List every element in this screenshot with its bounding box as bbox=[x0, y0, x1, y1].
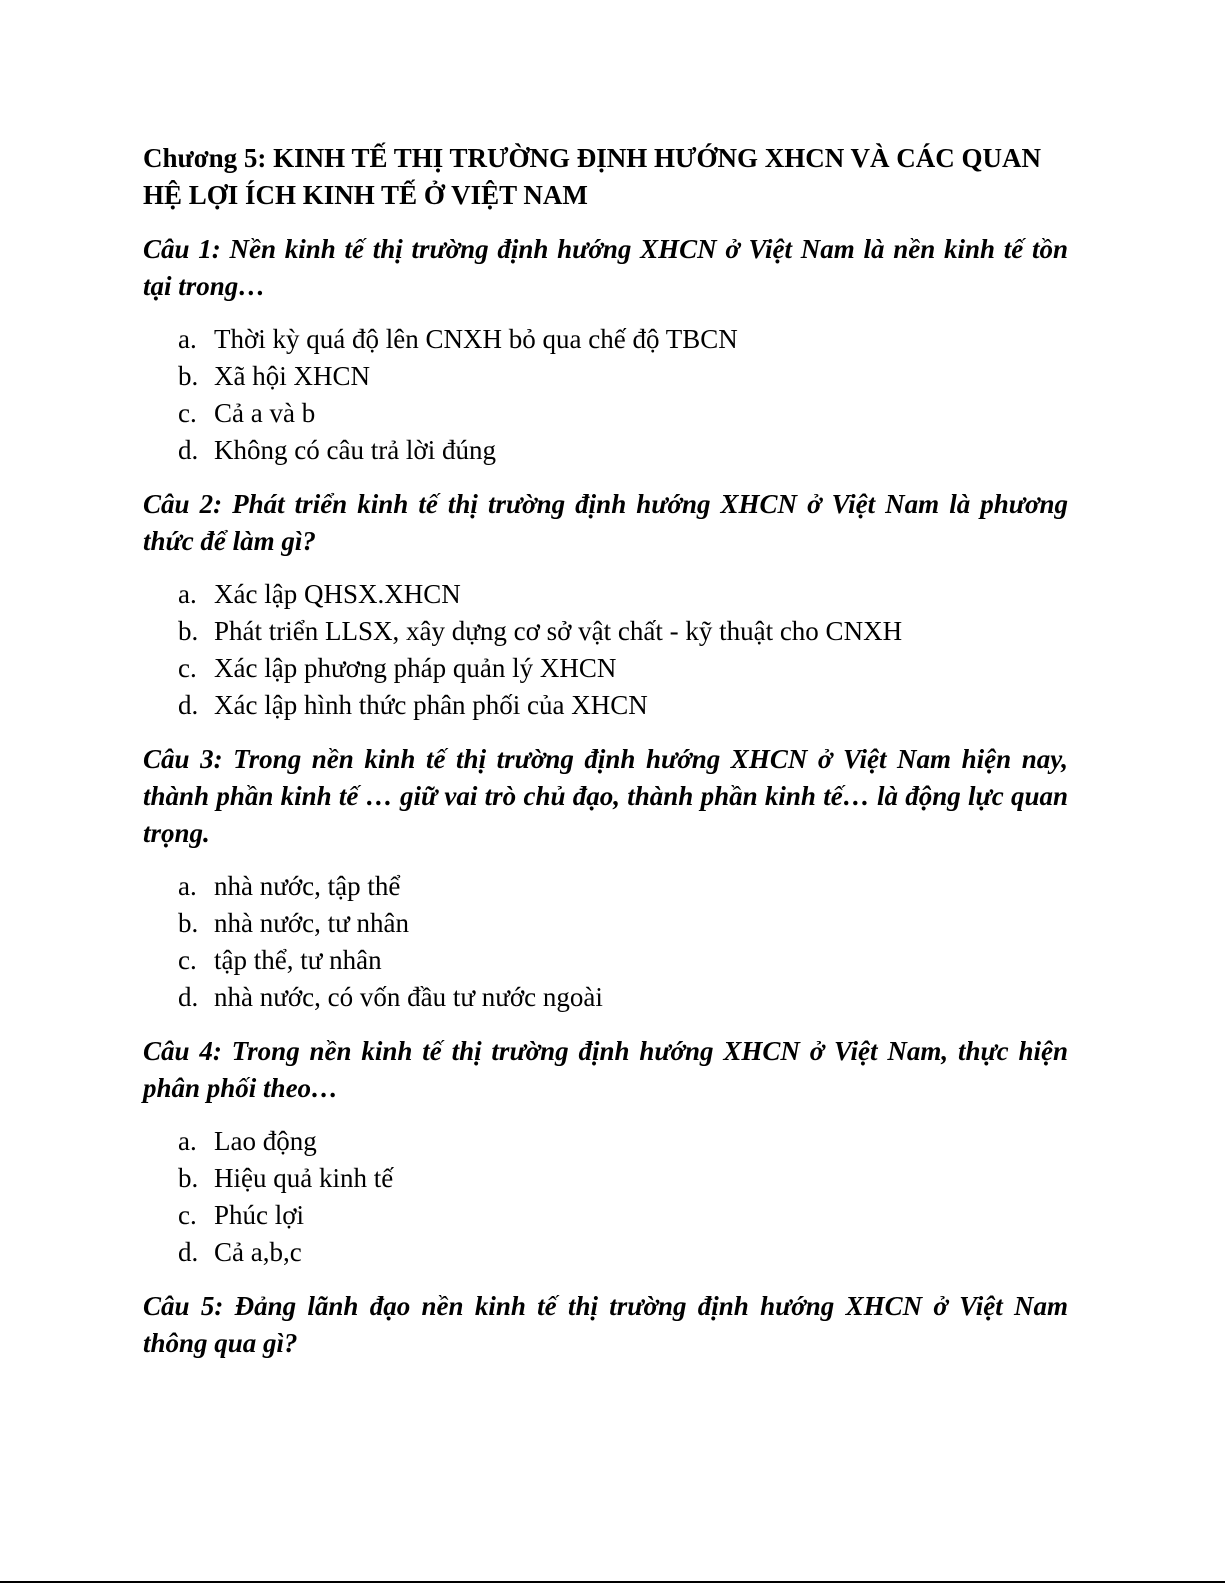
option-letter: a. bbox=[178, 324, 197, 354]
answer-option bbox=[143, 905, 1068, 942]
option-text: Không có câu trả lời đúng bbox=[214, 435, 496, 465]
answer-option bbox=[143, 979, 1068, 1016]
answer-options bbox=[143, 576, 1068, 724]
option-text: Cả a,b,c bbox=[214, 1237, 302, 1267]
option-letter: b. bbox=[178, 1163, 199, 1193]
option-text: Cả a và b bbox=[214, 398, 316, 428]
answer-option bbox=[143, 432, 1068, 469]
option-text: nhà nước, tư nhân bbox=[214, 908, 409, 938]
option-letter: a. bbox=[178, 579, 197, 609]
question-block bbox=[143, 741, 1068, 1016]
option-letter: c. bbox=[178, 945, 197, 975]
question-text: Câu 3: Trong nền kinh tế thị trường định hướng XHCN ở Việt Nam hiện nay, thành phần kinh tế … giữ vai trò chủ đạo, thành phần kinh tế… là động lực quan trọng. bbox=[143, 744, 1068, 848]
question-list bbox=[143, 231, 1068, 1362]
option-text: Xác lập hình thức phân phối của XHCN bbox=[214, 690, 648, 720]
answer-options bbox=[143, 1123, 1068, 1271]
option-text: Hiệu quả kinh tế bbox=[214, 1163, 394, 1193]
question-text: Câu 4: Trong nền kinh tế thị trường định hướng XHCN ở Việt Nam, thực hiện phân phối theo… bbox=[143, 1036, 1068, 1103]
answer-option bbox=[143, 942, 1068, 979]
option-text: Phúc lợi bbox=[214, 1200, 305, 1230]
option-text: Lao động bbox=[214, 1126, 317, 1156]
option-letter: d. bbox=[178, 982, 199, 1012]
option-text: Xác lập QHSX.XHCN bbox=[214, 579, 461, 609]
option-letter: b. bbox=[178, 616, 199, 646]
answer-option bbox=[143, 613, 1068, 650]
chapter-title: Chương 5: KINH TẾ THỊ TRƯỜNG ĐỊNH HƯỚNG XHCN VÀ CÁC QUAN HỆ LỢI ÍCH KINH TẾ Ở VIỆT NAM bbox=[143, 143, 1042, 210]
answer-option bbox=[143, 358, 1068, 395]
answer-option bbox=[143, 868, 1068, 905]
answer-option bbox=[143, 1123, 1068, 1160]
option-text: nhà nước, tập thể bbox=[214, 871, 401, 901]
option-text: tập thể, tư nhân bbox=[214, 945, 382, 975]
option-letter: a. bbox=[178, 871, 197, 901]
option-text: Phát triển LLSX, xây dựng cơ sở vật chất - kỹ thuật cho CNXH bbox=[214, 616, 903, 646]
question-block bbox=[143, 231, 1068, 469]
answer-option bbox=[143, 395, 1068, 432]
question-block bbox=[143, 486, 1068, 724]
question-text: Câu 2: Phát triển kinh tế thị trường định hướng XHCN ở Việt Nam là phương thức để làm gì? bbox=[143, 489, 1068, 556]
option-letter: c. bbox=[178, 1200, 197, 1230]
answer-option bbox=[143, 1160, 1068, 1197]
option-text: nhà nước, có vốn đầu tư nước ngoài bbox=[214, 982, 603, 1012]
option-text: Xác lập phương pháp quản lý XHCN bbox=[214, 653, 617, 683]
answer-option bbox=[143, 321, 1068, 358]
option-letter: c. bbox=[178, 398, 197, 428]
document-content bbox=[143, 140, 1068, 1378]
option-letter: d. bbox=[178, 1237, 199, 1267]
question-block bbox=[143, 1288, 1068, 1362]
answer-option bbox=[143, 576, 1068, 613]
option-letter: a. bbox=[178, 1126, 197, 1156]
option-letter: d. bbox=[178, 435, 199, 465]
answer-options bbox=[143, 868, 1068, 1016]
answer-options bbox=[143, 321, 1068, 469]
option-letter: d. bbox=[178, 690, 199, 720]
option-text: Thời kỳ quá độ lên CNXH bỏ qua chế độ TBCN bbox=[214, 324, 738, 354]
option-letter: c. bbox=[178, 653, 197, 683]
question-text: Câu 5: Đảng lãnh đạo nền kinh tế thị trường định hướng XHCN ở Việt Nam thông qua gì? bbox=[143, 1291, 1068, 1358]
option-letter: b. bbox=[178, 361, 199, 391]
answer-option bbox=[143, 1234, 1068, 1271]
answer-option bbox=[143, 650, 1068, 687]
option-text: Xã hội XHCN bbox=[214, 361, 370, 391]
answer-option bbox=[143, 1197, 1068, 1234]
option-letter: b. bbox=[178, 908, 199, 938]
page-bottom-rule bbox=[0, 1581, 1225, 1583]
question-text: Câu 1: Nền kinh tế thị trường định hướng XHCN ở Việt Nam là nền kinh tế tồn tại trong… bbox=[143, 234, 1068, 301]
answer-option bbox=[143, 687, 1068, 724]
question-block bbox=[143, 1033, 1068, 1271]
